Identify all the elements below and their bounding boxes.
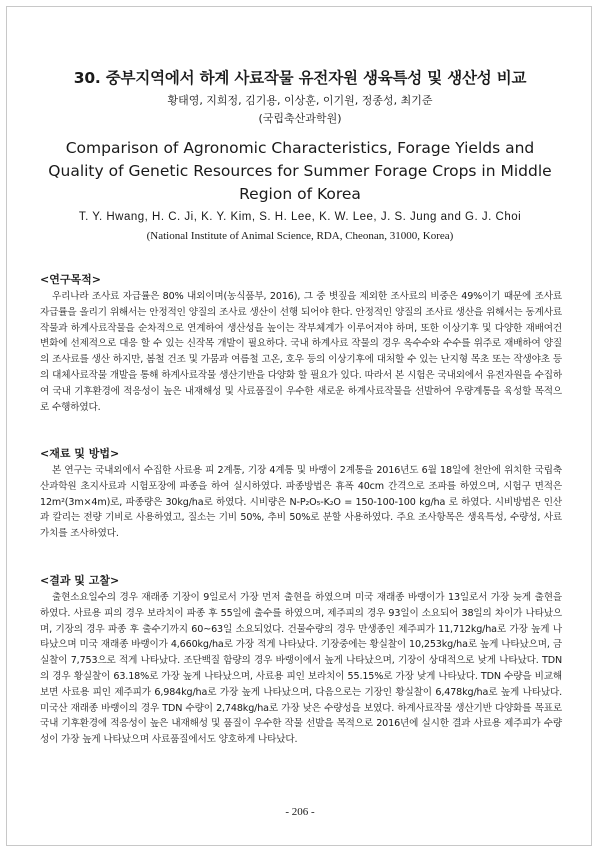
section-research-purpose — [40, 272, 562, 415]
section-body: 우리나라 조사료 자급률은 80% 내외이며(농식품부, 2016), 그 중 볏짚을 제외한 조사료의 비중은 49%이기 때문에 조사료 자급률을 올리기 위해서는 안정적인 양질의 조사료 생산이 선행 되어야 한다. 안정적인 양질의 조사료 생산을 위해서는 동계사료작물과 하계사료작물을 순차적으로 연계하여 생산성을 높이는 작부체계가 이루어져야 하며, 또한 이상기후 및 다양한 재배여건 변화에 선제적으로 대응 할 수 있는 신작목 개발이 필요하다. 국내 하계사료 작물의 경우 옥수수와 수수를 위주로 재배하여 양질의 조사료를 생산 하지만, 봄철 건조 및 가뭄과 여름철 고온, 호우 등의 이상기후에 대처할 수 있는 난지형 목초 또는 작생야초 등의 대체사료작물 개발을 통해 하계사료작물 생산기반을 다양화 할 필요가 있다. 따라서 본 시험은 국내외에서 유전자원을 수집하여 국내 기후환경에 적응성이 높은 내재해성 및 사료품질이 우수한 새로운 하계사료작물을 선발하여 우량계통을 육성할 목적으로 수행하였다. — [40, 291, 562, 413]
section-results-discussion — [40, 573, 562, 748]
section-heading: <연구목적> — [40, 273, 101, 286]
page-number: - 206 - — [285, 806, 315, 818]
english-affiliation: (National Institute of Animal Science, RDA, Cheonan, 31000, Korea) — [146, 230, 454, 242]
korean-affiliation: (국립축산과학원) — [258, 112, 342, 125]
english-title: Comparison of Agronomic Characteristics, Forage Yields and Quality of Genetic Resources for Summer Forage Crops in Middle Region of Korea — [48, 139, 552, 203]
section-materials-methods — [40, 446, 562, 542]
korean-authors: 황태영, 지희정, 김기용, 이상훈, 이기원, 정종성, 최기준 — [167, 94, 433, 107]
section-body: 본 연구는 국내외에서 수집한 사료용 피 2계통, 기장 4계통 및 바랭이 2계통을 2016년도 6월 18일에 천안에 위치한 국립축산과학원 초지사료과 시험포장에 파종을 하여 실시하였다. 파종방법은 휴폭 40cm 간격으로 조파를 하였으며, 시험구 면적은 12m²(3m×4m)로, 파종량은 30kg/ha로 하였다. 시비량은 N-P₂O₅-K₂O = 150-100-100 kg/ha 로 하였다. 시비방법은 인산과 칼리는 전량 기비로 사용하였고, 질소는 기비 50%, 추비 50%로 분할 사용하였다. 주요 조사항목은 생육특성, 수량성, 사료가치를 조사하였다. — [40, 465, 562, 540]
english-authors: T. Y. Hwang, H. C. Ji, K. Y. Kim, S. H. Lee, K. W. Lee, J. S. Jung and G. J. Choi — [78, 211, 522, 223]
section-heading: <재료 및 방법> — [40, 447, 120, 460]
section-heading: <결과 및 고찰> — [40, 574, 120, 587]
korean-title: 30. 중부지역에서 하계 사료작물 유전자원 생육특성 및 생산성 비교 — [73, 69, 527, 87]
section-body: 출현소요일수의 경우 재래종 기장이 9일로서 가장 먼저 출현을 하였으며 미국 재래종 바랭이가 13일로서 가장 늦게 출현을 하였다. 사료용 피의 경우 보라치이 파종 후 55일에 출수를 하였으며, 제주피의 경우 93일이 소요되어 38일의 차이가 나타났으며, 기장의 경우 파종 후 출수기까지 60~63일 소요되었다. 건물수량의 경우 만생종인 제주피가 11,712kg/ha로 가장 높게 나타났으며 미국 재래종 바랭이가 4,660kg/ha로 가장 적게 나타났다. 기장중에는 황실찰이 10,253kg/ha로 높게 나타났으며, 금실찰이 7,753으로 적게 나타났다. 조단백질 함량의 경우 바랭이에서 높게 나타났으며, 기장이 상대적으로 낮게 나타났다. TDN의 경우 황실찰이 63.18%로 가장 높게 나타났으며, 사료용 피인 보라치이 55.15%로 가장 낮게 나타났다. TDN 수량을 비교해 보면 사료용 피인 제주피가 6,984kg/ha로 가장 높게 나타났으며, 다음으로는 기장인 황실찰이 6,478kg/ha로 높게 나타났다. 미국산 재래종 바랭이의 경우 TDN 수량이 2,748kg/ha로 가장 낮은 수량성을 보였다. 하계사료작물 생산기반 다양화를 목표로 국내 기후환경에 적응성이 높은 내재해성 및 품질이 우수한 작물 선발을 목적으로 2016년에 실시한 결과 사료용 제주피가 수량성이 가장 높게 나타났으며 사료품질에서도 양호하게 나타났다. — [40, 592, 562, 746]
